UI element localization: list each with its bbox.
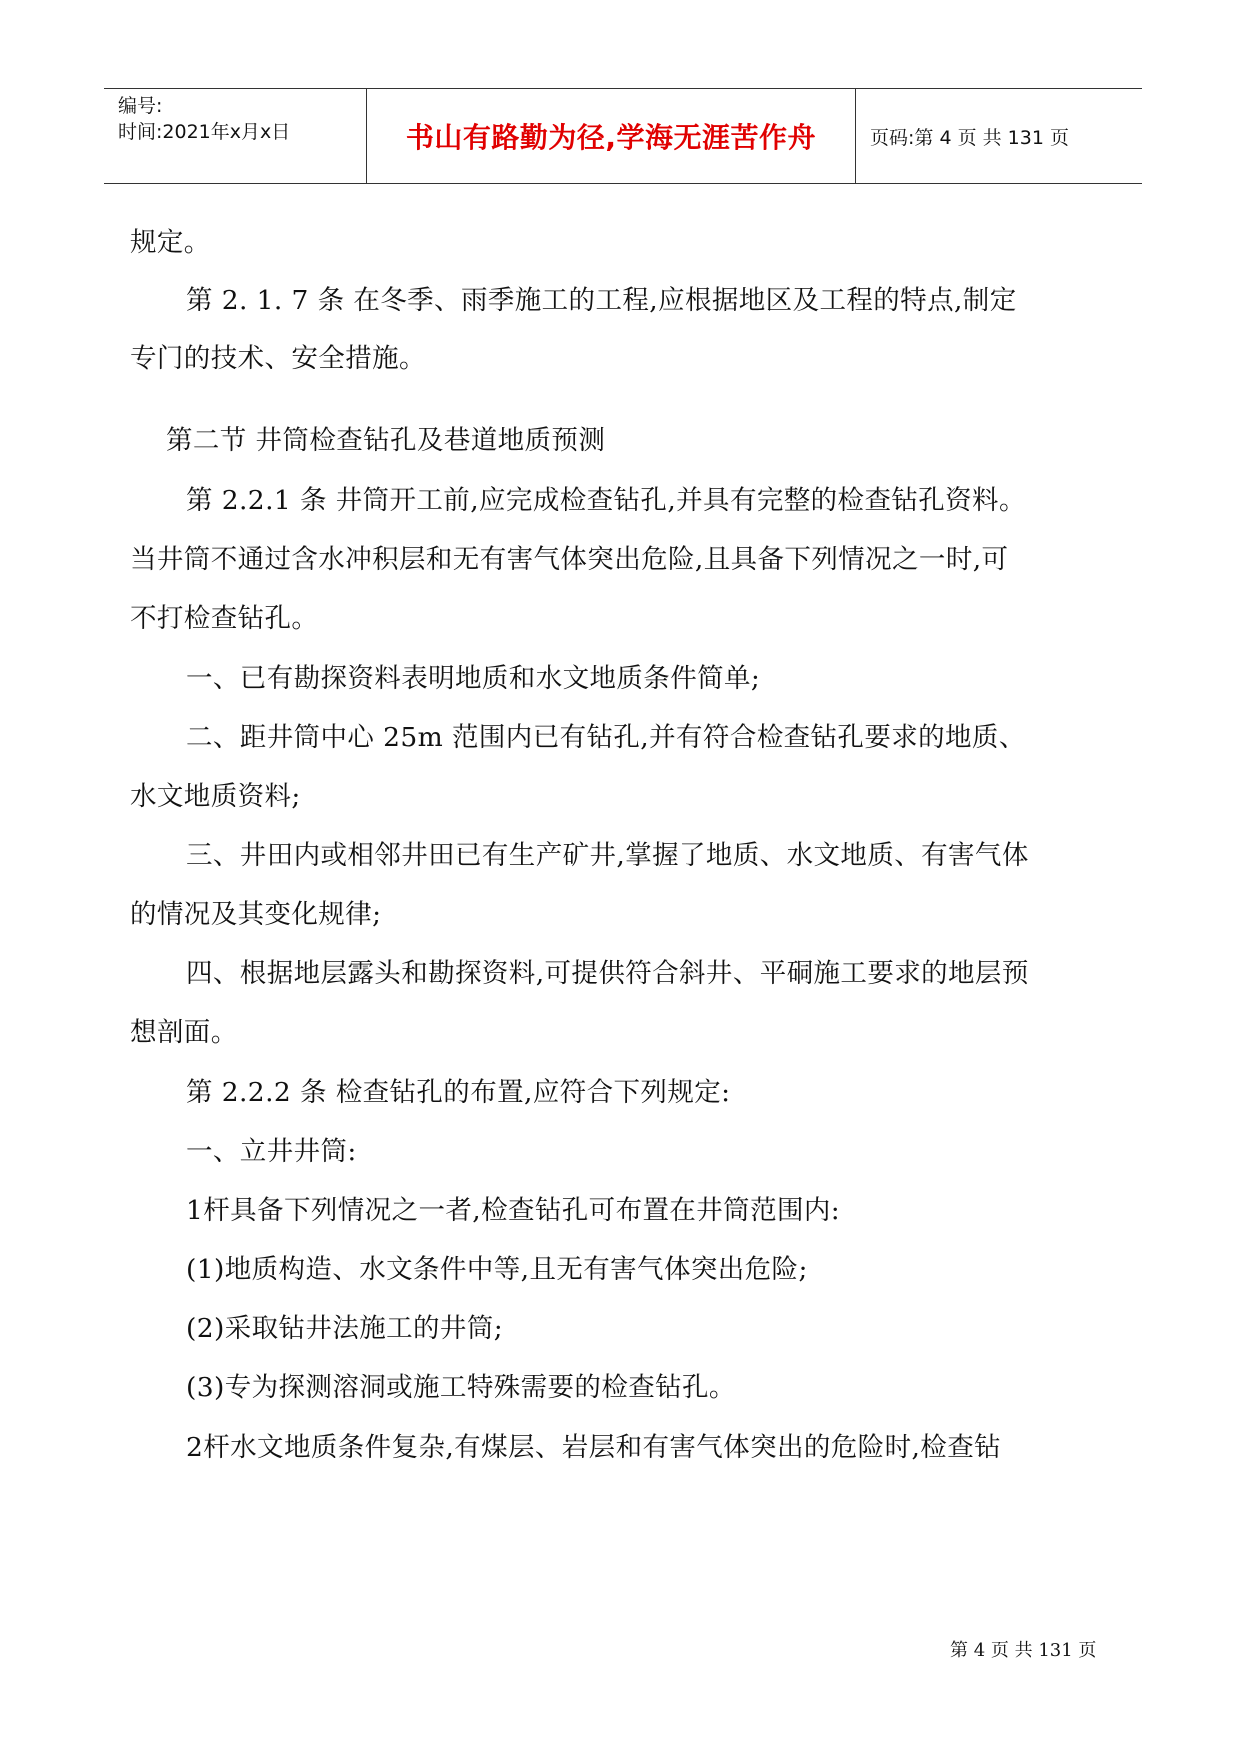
body-line: 水文地质资料;	[130, 781, 301, 812]
list-item: (2)采取钻井法施工的井筒;	[186, 1313, 504, 1344]
clause-2-2-2: 第 2.2.2 条 检查钻孔的布置,应符合下列规定:	[186, 1077, 731, 1108]
header-page-label: 页码:第 4 页 共 131 页	[870, 126, 1069, 149]
list-item: 二、距井筒中心 25m 范围内已有钻孔,并有符合检查钻孔要求的地质、	[186, 722, 1026, 753]
clause-2-1-7: 第 2. 1. 7 条 在冬季、雨季施工的工程,应根据地区及工程的特点,制定	[186, 285, 1017, 316]
header-meta-cell	[104, 89, 367, 183]
body-line: 规定。	[130, 227, 211, 258]
document-time-label: 时间:2021年x月x日	[118, 121, 291, 143]
header-motto: 书山有路勤为径,学海无涯苦作舟	[367, 89, 856, 183]
body-line: 当井筒不通过含水冲积层和无有害气体突出危险,且具备下列情况之一时,可	[130, 544, 1009, 575]
list-item: (1)地质构造、水文条件中等,且无有害气体突出危险;	[186, 1254, 808, 1285]
list-item: 四、根据地层露头和勘探资料,可提供符合斜井、平硐施工要求的地层预	[186, 958, 1029, 989]
clause-2-2-1: 第 2.2.1 条 井筒开工前,应完成检查钻孔,并具有完整的检查钻孔资料。	[186, 485, 1026, 516]
body-line: 的情况及其变化规律;	[130, 899, 382, 930]
body-line: 不打检查钻孔。	[130, 603, 319, 634]
list-item: 2杆水文地质条件复杂,有煤层、岩层和有害气体突出的危险时,检查钻	[186, 1432, 1002, 1463]
section-heading: 第二节 井筒检查钻孔及巷道地质预测	[166, 425, 606, 456]
list-item: 1杆具备下列情况之一者,检查钻孔可布置在井筒范围内:	[186, 1195, 841, 1226]
list-item: 一、立井井筒:	[186, 1136, 357, 1167]
page-header	[104, 88, 1142, 184]
list-item: (3)专为探测溶洞或施工特殊需要的检查钻孔。	[186, 1372, 736, 1403]
body-line: 想剖面。	[130, 1017, 238, 1048]
list-item: 一、已有勘探资料表明地质和水文地质条件简单;	[186, 663, 761, 694]
page-footer: 第 4 页 共 131 页	[950, 1640, 1097, 1661]
document-number-label: 编号:	[118, 95, 163, 117]
list-item: 三、井田内或相邻井田已有生产矿井,掌握了地质、水文地质、有害气体	[186, 840, 1029, 871]
body-line: 专门的技术、安全措施。	[130, 343, 426, 374]
